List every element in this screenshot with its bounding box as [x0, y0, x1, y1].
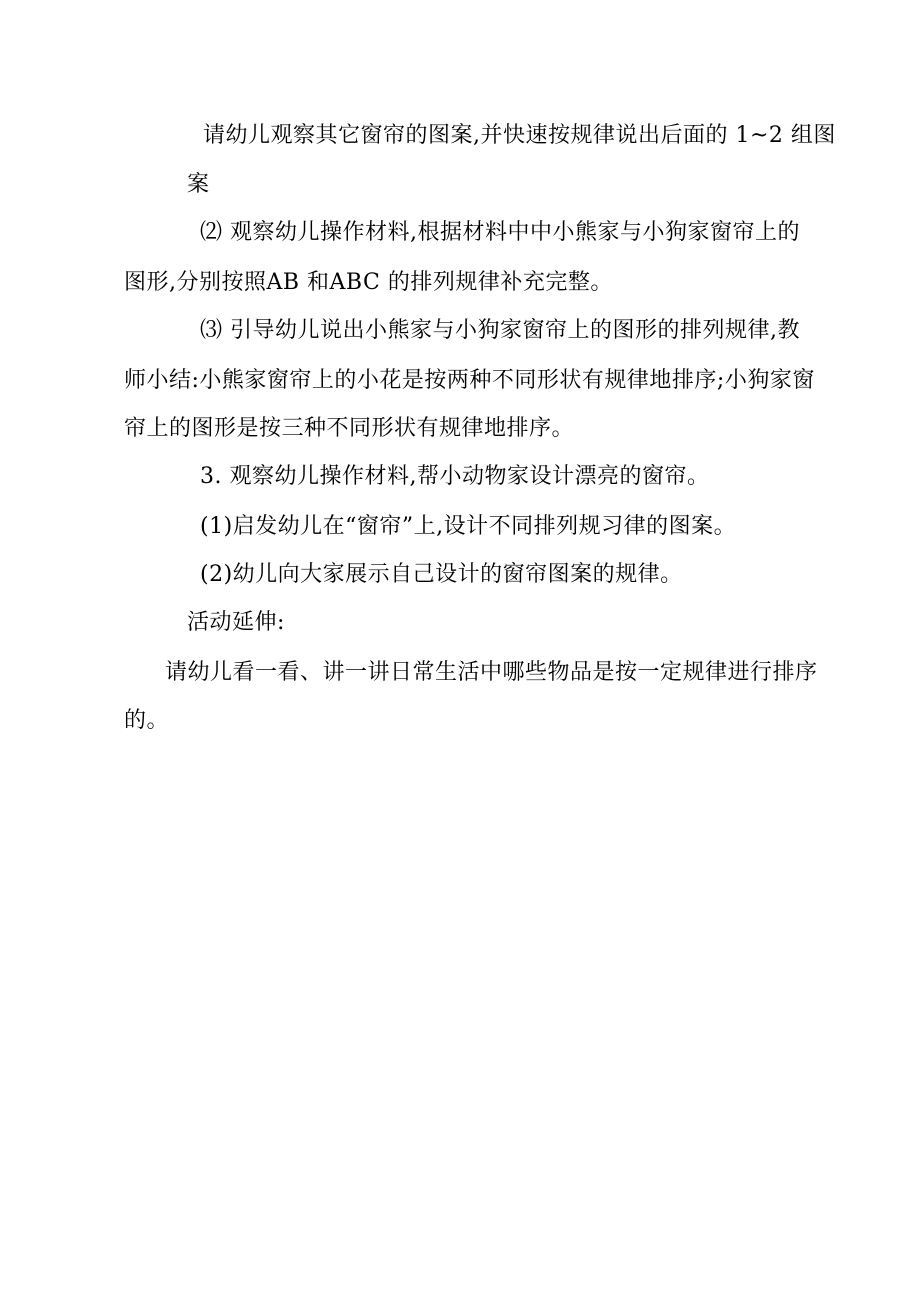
paragraph-line: 案	[187, 172, 210, 197]
paragraph-line: 请幼儿看一看、讲一讲日常生活中哪些物品是按一定规律进行排序	[165, 660, 818, 685]
paragraph-line: ⑵ 观察幼儿操作材料,根据材料中中小熊家与小狗家窗帘上的	[200, 220, 800, 245]
paragraph-line: 师小结:小熊家窗帘上的小花是按两种不同形状有规律地排序;小狗家窗	[124, 368, 815, 393]
paragraph-line: ⑶ 引导幼儿说出小熊家与小狗家窗帘上的图形的排列规律,教	[200, 318, 800, 343]
paragraph-line: 图形,分别按照AB 和ABC 的排列规律补充完整。	[124, 270, 613, 295]
step-heading: 3. 观察幼儿操作材料,帮小动物家设计漂亮的窗帘。	[200, 464, 710, 489]
section-heading: 活动延伸:	[187, 610, 285, 635]
paragraph-line: 请幼儿观察其它窗帘的图案,并快速按规律说出后面的 1~2 组图	[203, 123, 836, 148]
paragraph-line: 的。	[124, 708, 170, 733]
step-item: (2)幼儿向大家展示自己设计的窗帘图案的规律。	[200, 562, 683, 587]
paragraph-line: 帘上的图形是按三种不同形状有规律地排序。	[124, 416, 575, 441]
step-item: (1)启发幼儿在“窗帘”上,设计不同排列规习律的图案。	[200, 514, 737, 539]
